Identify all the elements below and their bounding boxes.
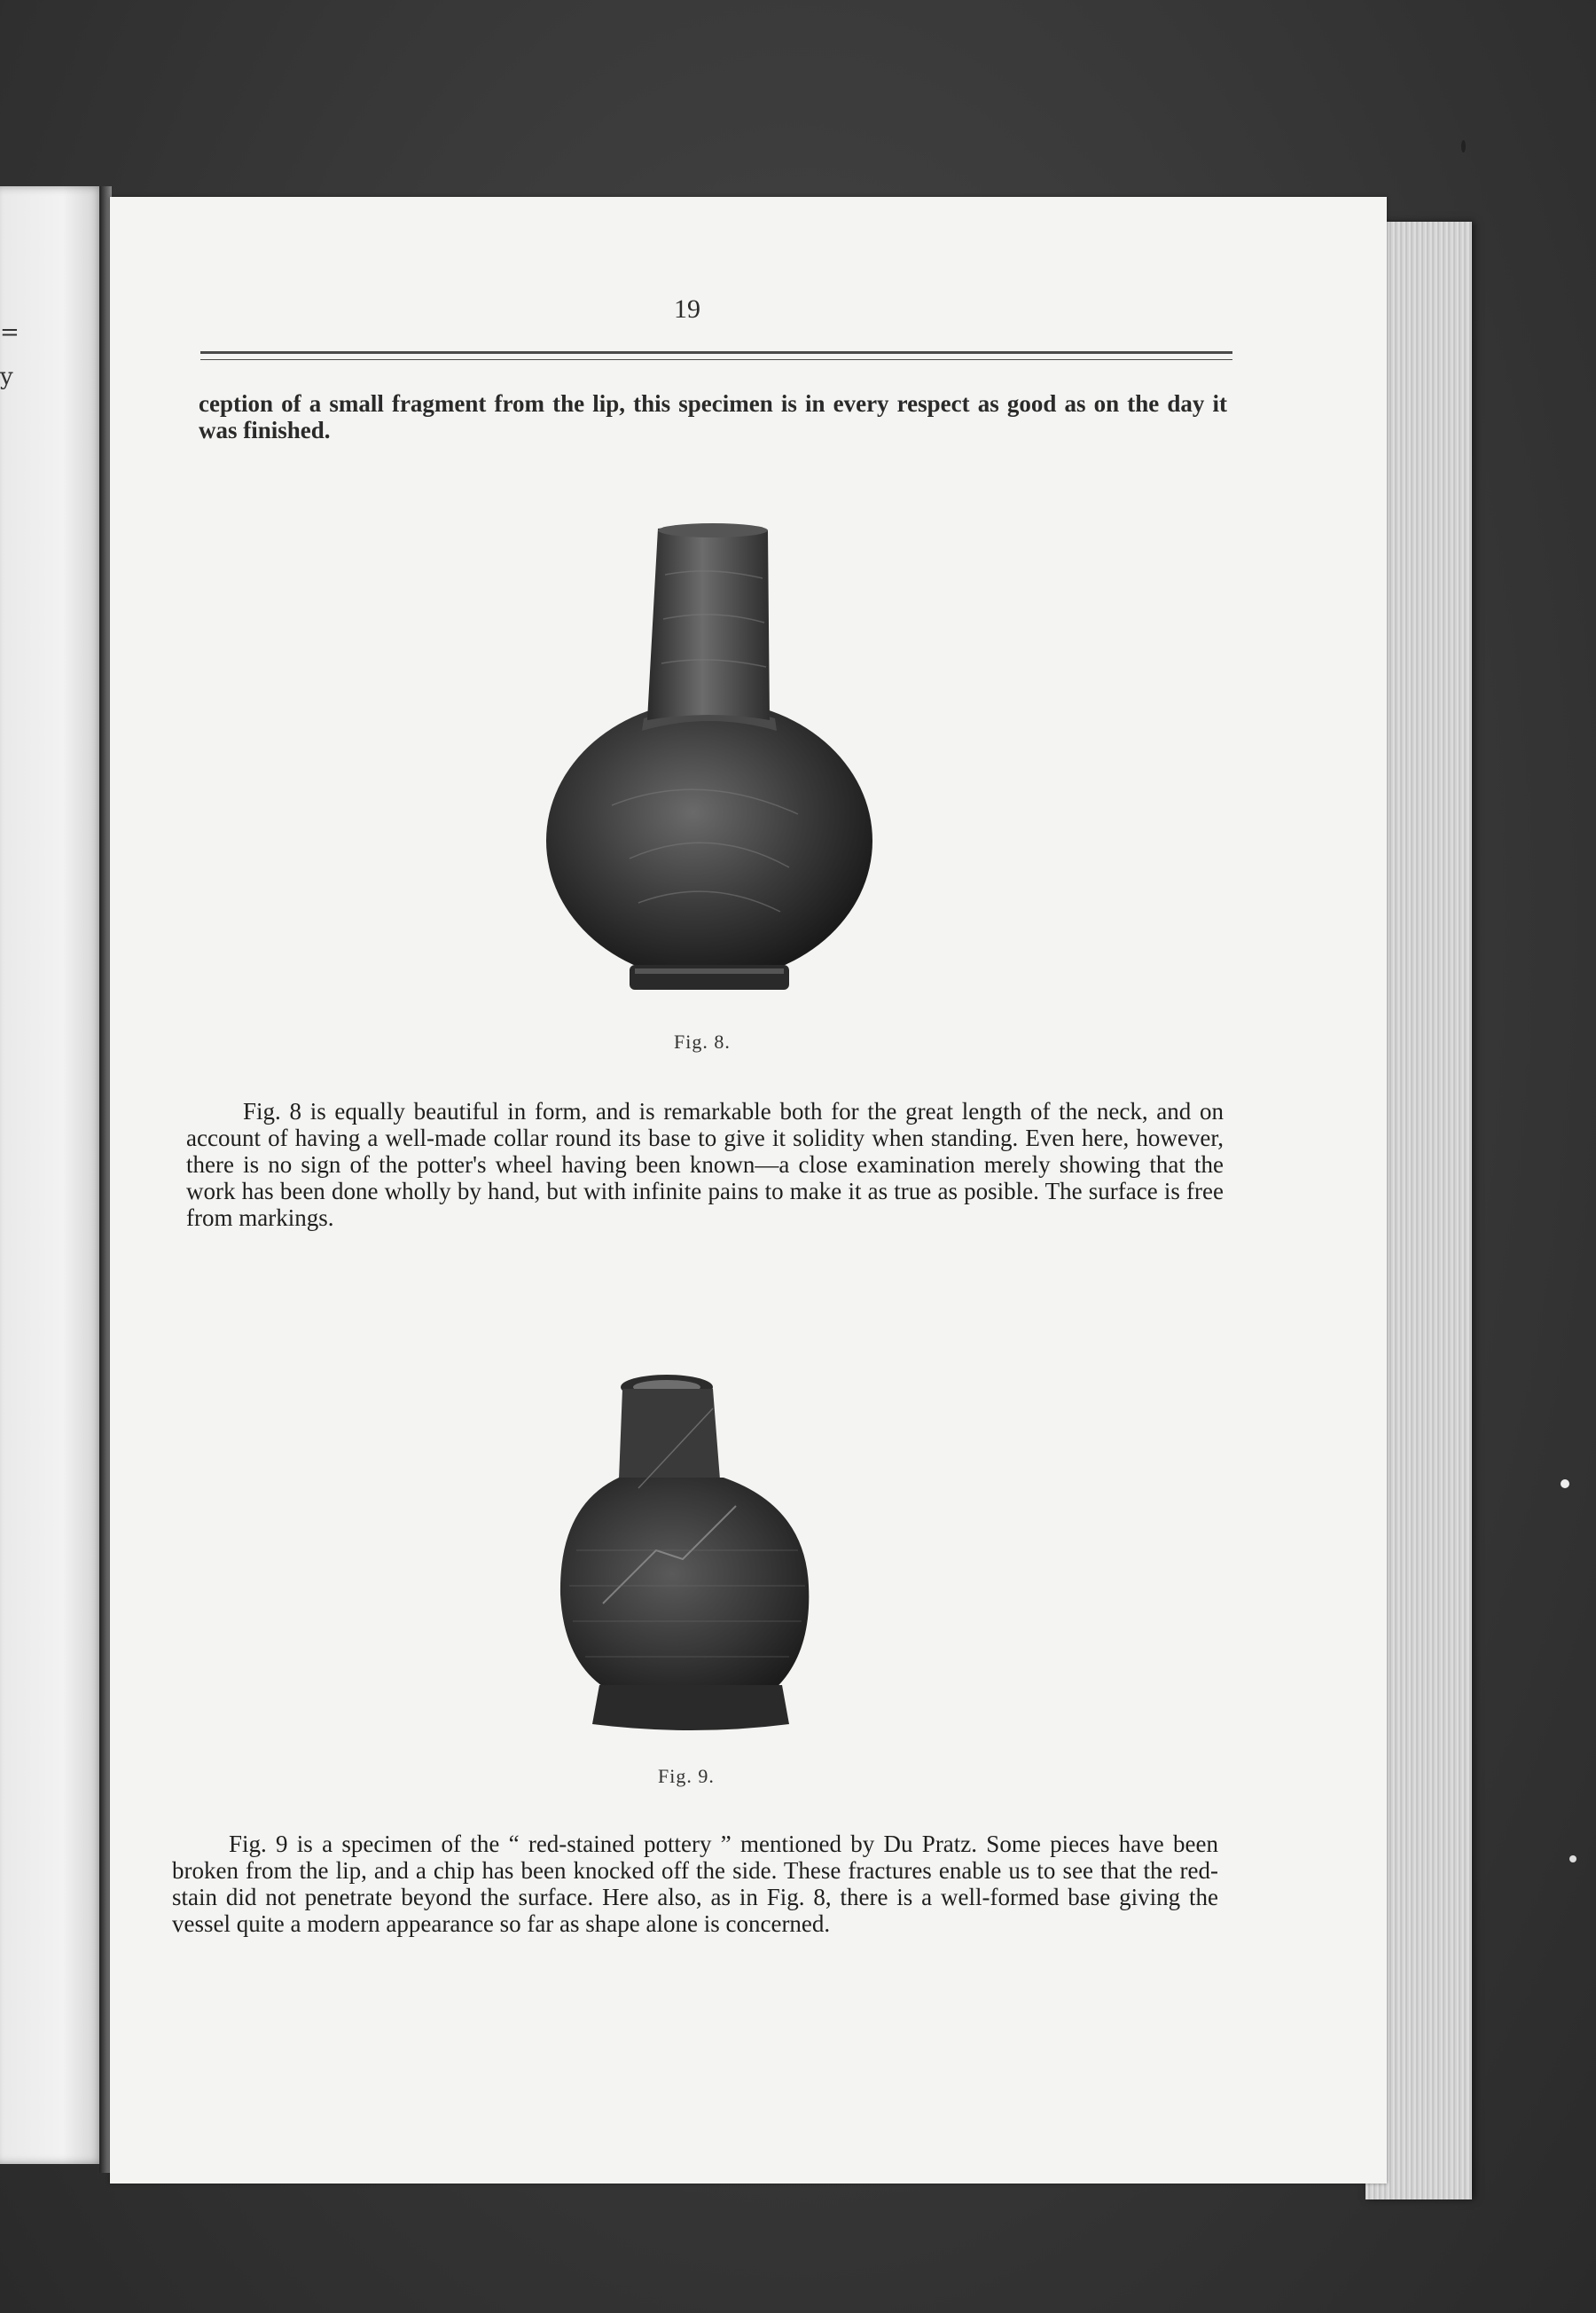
- header-rule: [200, 351, 1232, 354]
- fig-8-paragraph: [186, 1098, 1224, 1231]
- continuation-text: ception of a small fragment from the lip, this specimen is in every respect as good as on the day it was finished.: [199, 390, 1227, 443]
- scan-speck: [1569, 1855, 1576, 1862]
- left-page-fragment: =: [0, 319, 20, 346]
- fig-9-caption: Fig. 9.: [658, 1765, 715, 1787]
- fig-9-paragraph: [172, 1831, 1218, 1937]
- fig-9-description: Fig. 9 is a specimen of the “ red-stained pottery ” mentioned by Du Pratz. Some pieces have been broken from the lip, and a chip has been knocked off the side. These fractures enable us to see that the red-stain did not penetrate beyond the surface. Here also, as in Fig. 8, there is a well-formed base giving the vessel quite a modern appearance so far as shape alone is concerned.: [172, 1831, 1218, 1937]
- header-rule-thin: [200, 359, 1232, 360]
- left-facing-page: [0, 186, 105, 2164]
- fig-8-description: Fig. 8 is equally beautiful in form, and is remarkable both for the great length of the neck, and on account of having a well-made collar round its base to give it solidity when standing. Even here, however, there is no sign of the potter's wheel having been known—a close examination merely showing that the work has been done wholly by hand, but with infinite pains to make it as true as posible. The surface is free from markings.: [186, 1098, 1224, 1231]
- continuation-paragraph: [199, 390, 1227, 443]
- scan-speck: [1461, 140, 1466, 153]
- scan-speck: [1561, 1479, 1569, 1488]
- fig-9-vessel-image: [550, 1373, 833, 1740]
- left-page-fragment: y: [0, 364, 13, 390]
- page-number: 19: [674, 294, 700, 324]
- fig-8-caption: Fig. 8.: [674, 1031, 731, 1053]
- fig-8-vessel-image: [532, 521, 887, 1000]
